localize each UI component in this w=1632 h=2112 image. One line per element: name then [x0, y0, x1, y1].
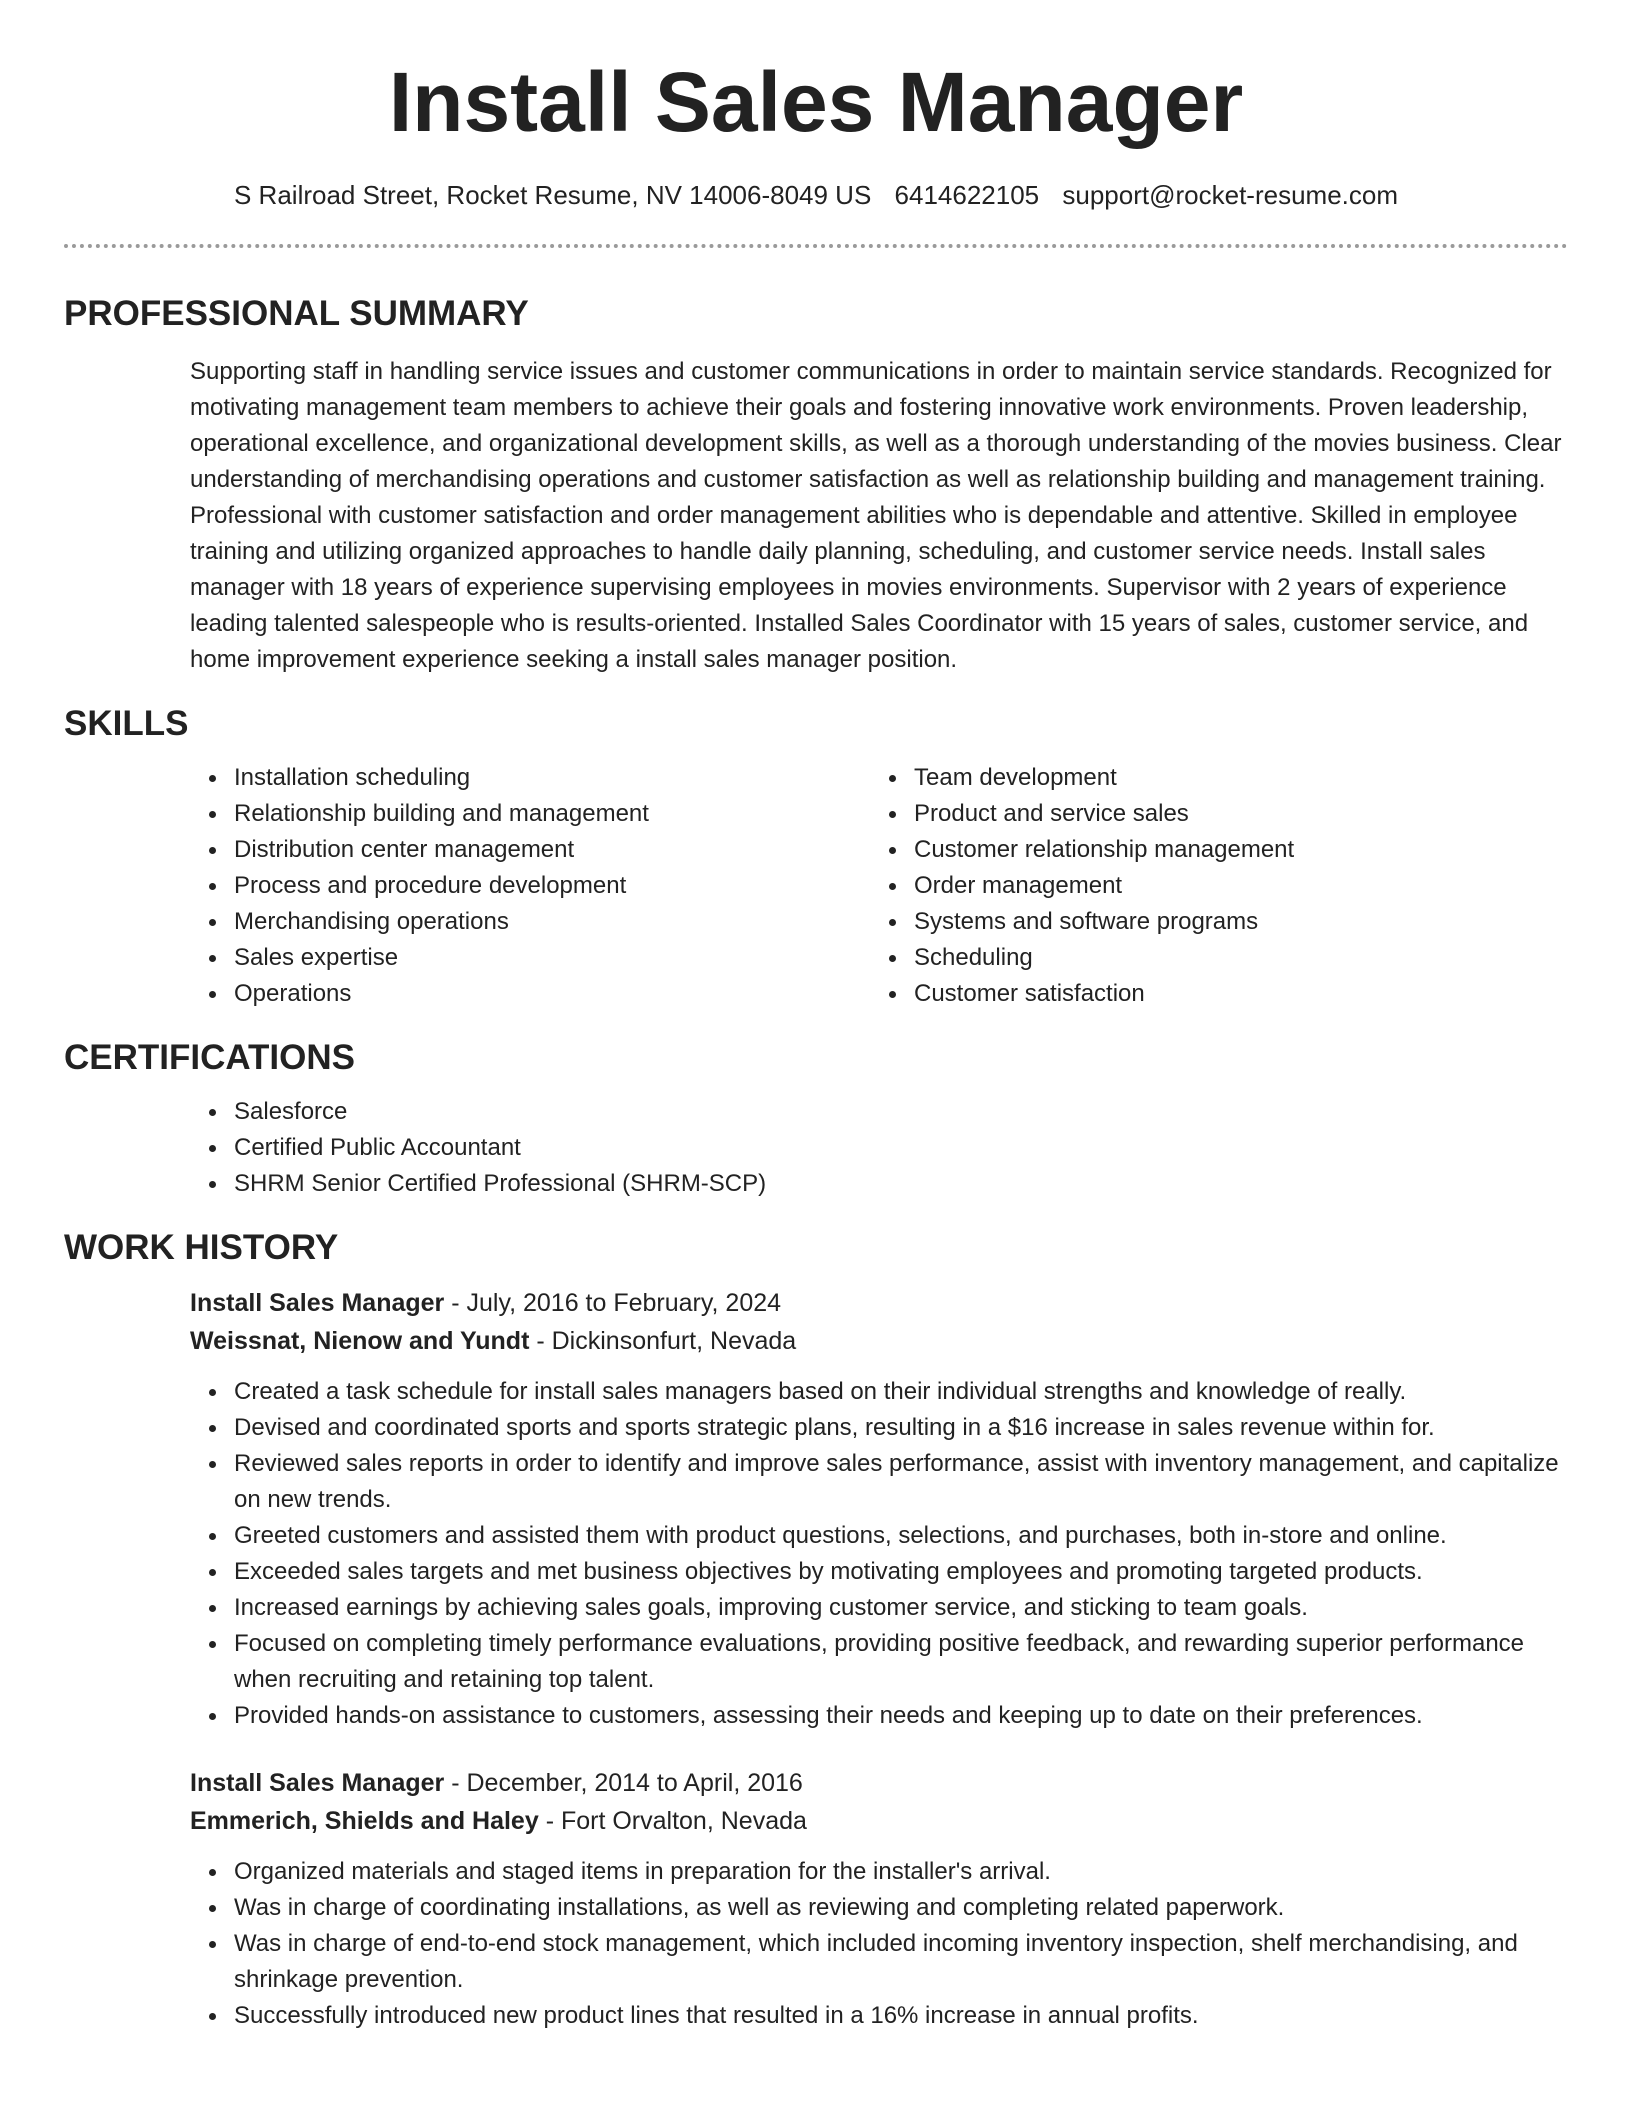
list-item: Salesforce	[234, 1094, 1568, 1130]
contact-address: S Railroad Street, Rocket Resume, NV 14006-8049 US	[233, 180, 872, 210]
section-title-certifications: CERTIFICATIONS	[64, 1038, 356, 1077]
list-item: Scheduling	[914, 940, 1294, 976]
job-location: - Dickinsonfurt, Nevada	[529, 1327, 797, 1355]
list-item: Team development	[914, 760, 1294, 796]
list-item: Devised and coordinated sports and sports strategic plans, resulting in a $16 increase in sales revenue within for.	[234, 1410, 1568, 1446]
list-item: Operations	[234, 976, 744, 1012]
list-item: Was in charge of coordinating installations, as well as reviewing and completing related paperwork.	[234, 1890, 1568, 1926]
list-item: Focused on completing timely performance evaluations, providing positive feedback, and rewarding superior performance when recruiting and retaining top talent.	[234, 1626, 1568, 1698]
list-item: Relationship building and management	[234, 796, 744, 832]
skills-columns	[64, 760, 1568, 1012]
list-item: Order management	[914, 868, 1294, 904]
job-duties-list	[64, 1374, 1568, 1734]
list-item: Customer satisfaction	[914, 976, 1294, 1012]
list-item: Sales expertise	[234, 940, 744, 976]
skills-section	[64, 702, 1568, 1012]
contact-line	[0, 178, 1632, 212]
header-divider	[64, 244, 1568, 248]
list-item: Was in charge of end-to-end stock management, which included incoming inventory inspection, shelf merchandising, and shrinkage prevention.	[234, 1926, 1568, 1998]
job-company: Weissnat, Nienow and Yundt	[190, 1327, 530, 1355]
list-item: Distribution center management	[234, 832, 744, 868]
list-item: Customer relationship management	[914, 832, 1294, 868]
section-title-summary: PROFESSIONAL SUMMARY	[64, 294, 529, 333]
certifications-list	[64, 1094, 1568, 1202]
candidate-name: Install Sales Manager	[388, 55, 1244, 149]
list-item: Installation scheduling	[234, 760, 744, 796]
section-title-skills: SKILLS	[64, 704, 189, 743]
job-role: Install Sales Manager	[190, 1289, 445, 1317]
work-history-section	[64, 1226, 1568, 2034]
job-dates: - July, 2016 to February, 2024	[444, 1289, 782, 1317]
list-item: Systems and software programs	[914, 904, 1294, 940]
contact-email: support@rocket-resume.com	[1062, 180, 1399, 210]
skills-list-left	[64, 760, 744, 1012]
list-item: SHRM Senior Certified Professional (SHRM-SCP)	[234, 1166, 1568, 1202]
job-role-line	[190, 1764, 1568, 1802]
list-item: Organized materials and staged items in preparation for the installer's arrival.	[234, 1854, 1568, 1890]
job-role: Install Sales Manager	[190, 1769, 445, 1797]
list-item: Increased earnings by achieving sales goals, improving customer service, and sticking to team goals.	[234, 1590, 1568, 1626]
job-company: Emmerich, Shields and Haley	[190, 1807, 539, 1835]
job-duties-list	[64, 1854, 1568, 2034]
job-location: - Fort Orvalton, Nevada	[538, 1807, 807, 1835]
skills-list-right	[744, 760, 1294, 1012]
summary-text: Supporting staff in handling service issues and customer communications in order to maintain service standards. Recognized for motivating management team members to achieve their goals and fostering innovative work environments. Proven leadership, operational excellence, and organizational development skills, as well as a thorough understanding of the movies business. Clear understanding of merchandising operations and customer satisfaction as well as relationship building and management training. Professional with customer satisfaction and order management abilities who is dependable and attentive. Skilled in employee training and utilizing organized approaches to handle daily planning, scheduling, and customer service needs. Install sales manager with 18 years of experience supervising employees in movies environments. Supervisor with 2 years of experience leading talented salespeople who is results-oriented. Installed Sales Coordinator with 15 years of sales, customer service, and home improvement experience seeking a install sales manager position.	[190, 358, 1562, 673]
section-title-work-history: WORK HISTORY	[64, 1228, 339, 1267]
list-item: Created a task schedule for install sales managers based on their individual strengths and knowledge of really.	[234, 1374, 1568, 1410]
job-dates: - December, 2014 to April, 2016	[444, 1769, 803, 1797]
job-company-line	[190, 1802, 1568, 1840]
job-role-line	[190, 1284, 1568, 1322]
job-entry	[64, 1284, 1568, 1734]
job-company-line	[190, 1322, 1568, 1360]
contact-phone: 6414622105	[894, 180, 1040, 210]
certifications-section	[64, 1036, 1568, 1202]
list-item: Reviewed sales reports in order to identify and improve sales performance, assist with inventory management, and capitalize on new trends.	[234, 1446, 1568, 1518]
job-entry	[64, 1764, 1568, 2034]
list-item: Exceeded sales targets and met business objectives by motivating employees and promoting targeted products.	[234, 1554, 1568, 1590]
list-item: Product and service sales	[914, 796, 1294, 832]
resume-header	[0, 0, 1632, 212]
list-item: Successfully introduced new product lines that resulted in a 16% increase in annual profits.	[234, 1998, 1568, 2034]
list-item: Process and procedure development	[234, 868, 744, 904]
list-item: Provided hands-on assistance to customers, assessing their needs and keeping up to date on their preferences.	[234, 1698, 1568, 1734]
list-item: Greeted customers and assisted them with product questions, selections, and purchases, both in-store and online.	[234, 1518, 1568, 1554]
list-item: Merchandising operations	[234, 904, 744, 940]
summary-section	[64, 292, 1568, 678]
list-item: Certified Public Accountant	[234, 1130, 1568, 1166]
